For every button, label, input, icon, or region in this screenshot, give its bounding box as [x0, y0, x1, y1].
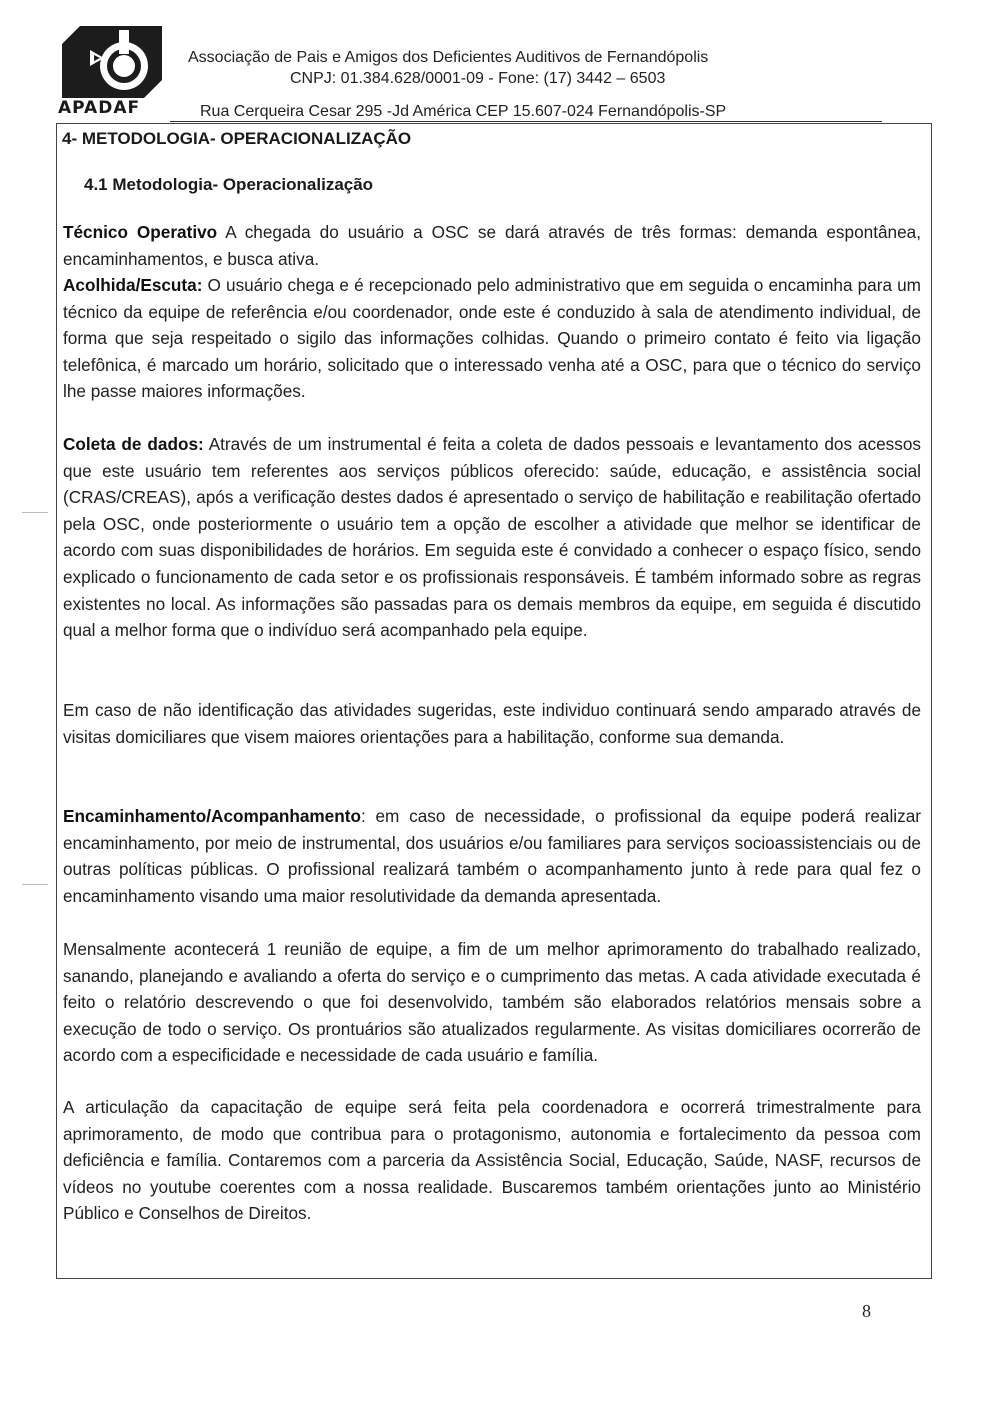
- paragraph-text: O usuário chega e é recepcionado pelo administrativo que em seguida o encaminha para um técnico da equipe de referência e/ou coordenador, onde este é conduzido à sala de atendimento individual, de forma que seja respeitado o sigilo das informações colhidas. Quando o primeiro contato é feito via ligação telefônica, é marcado um horário, solicitado que o interessado venha até a OSC, para que o técnico do serviço lhe passe maiores informações.: [63, 275, 921, 402]
- scan-mark: [22, 884, 48, 885]
- subsection-title: 4.1 Metodologia- Operacionalização: [84, 175, 374, 194]
- paragraph-text: Mensalmente acontecerá 1 reunião de equipe, a fim de um melhor aprimoramento do trabalhado realizado, sanando, planejando e avaliando a oferta do serviço e o cumprimento das metas. A cada atividade executada é feito o relatório descrevendo o que foi desenvolvido, também são elaborados relatórios mensais sobre a execução de todo o serviço. Os prontuários são atualizados regularmente. As visitas domiciliares ocorrerão de acordo com a especificidade e necessidade de cada usuário e família.: [63, 939, 921, 1066]
- page-number: 8: [862, 1301, 871, 1321]
- paragraph-nao-identificacao: [63, 697, 921, 750]
- paragraph-lead: Coleta de dados:: [63, 434, 204, 454]
- organization-name: Associação de Pais e Amigos dos Deficientes Auditivos de Fernandópolis: [188, 49, 709, 66]
- paragraph-lead: Acolhida/Escuta:: [63, 275, 203, 295]
- section-title: 4- METODOLOGIA- OPERACIONALIZAÇÃO: [62, 129, 412, 148]
- paragraph-text: Em caso de não identificação das atividades sugeridas, este individuo continuará sendo amparado através de visitas domiciliares que visem maiores orientações para a habilitação, conforme sua demanda.: [63, 700, 921, 747]
- paragraph-text: Através de um instrumental é feita a coleta de dados pessoais e levantamento dos acessos que este usuário tem referentes aos serviços públicos oferecido: saúde, educação, e assistência social (CRAS/CREAS), após a verificação destes dados é apresentado o serviço de habilitação e reabilitação ofertado pela OSC, onde posteriormente o usuário tem a opção de escolher a atividade que melhor se identificar de acordo com suas disponibilidades de horários. Em seguida este é convidado a conhecer o espaço físico, sendo explicado o funcionamento de cada setor e os profissionais responsáveis. É também informado sobre as regras existentes no local. As informações são passadas para os demais membros da equipe, em seguida é discutido qual a melhor forma que o indivíduo será acompanhado pela equipe.: [63, 434, 921, 641]
- scan-mark: [22, 512, 48, 513]
- paragraph-encaminhamento: [63, 803, 921, 909]
- paragraph-tecnico-operativo: [63, 219, 921, 272]
- paragraph-lead: Encaminhamento/Acompanhamento: [63, 806, 361, 826]
- organization-address: Rua Cerqueira Cesar 295 -Jd América CEP 15.607-024 Fernandópolis-SP: [200, 103, 727, 120]
- paragraph-text: : em caso de necessidade, o profissional da equipe poderá realizar encaminhamento, por meio de instrumental, dos usuários e/ou familiares para serviços socioassistenciais ou de outras políticas públicas. O profissional realizará também o acompanhamento junto à rede para qual fez o encaminhamento visando uma maior resolutividade da demanda apresentada.: [63, 806, 921, 906]
- paragraph-capacitacao: [63, 1094, 921, 1227]
- paragraph-acolhida-escuta: [63, 272, 921, 405]
- paragraph-reuniao-equipe: [63, 936, 921, 1069]
- paragraph-lead: Técnico Operativo: [63, 222, 218, 242]
- organization-cnpj-phone: CNPJ: 01.384.628/0001-09 - Fone: (17) 3442 – 6503: [290, 70, 666, 87]
- header-divider: [170, 121, 882, 122]
- paragraph-text: A articulação da capacitação de equipe será feita pela coordenadora e ocorrerá trimestralmente para aprimoramento, de modo que contribua para o protagonismo, autonomia e fortalecimento da pessoa com deficiência e família. Contaremos com a parceria da Assistência Social, Educação, Saúde, NASF, recursos de vídeos no youtube coerentes com a nossa realidade. Buscaremos também orientações junto ao Ministério Público e Conselhos de Direitos.: [63, 1097, 921, 1224]
- logo-wordmark: APADAF: [58, 98, 141, 118]
- paragraph-text: A chegada do usuário a OSC se dará através de três formas: demanda espontânea, encaminhamentos, e busca ativa.: [63, 222, 921, 269]
- paragraph-coleta-de-dados: [63, 431, 921, 644]
